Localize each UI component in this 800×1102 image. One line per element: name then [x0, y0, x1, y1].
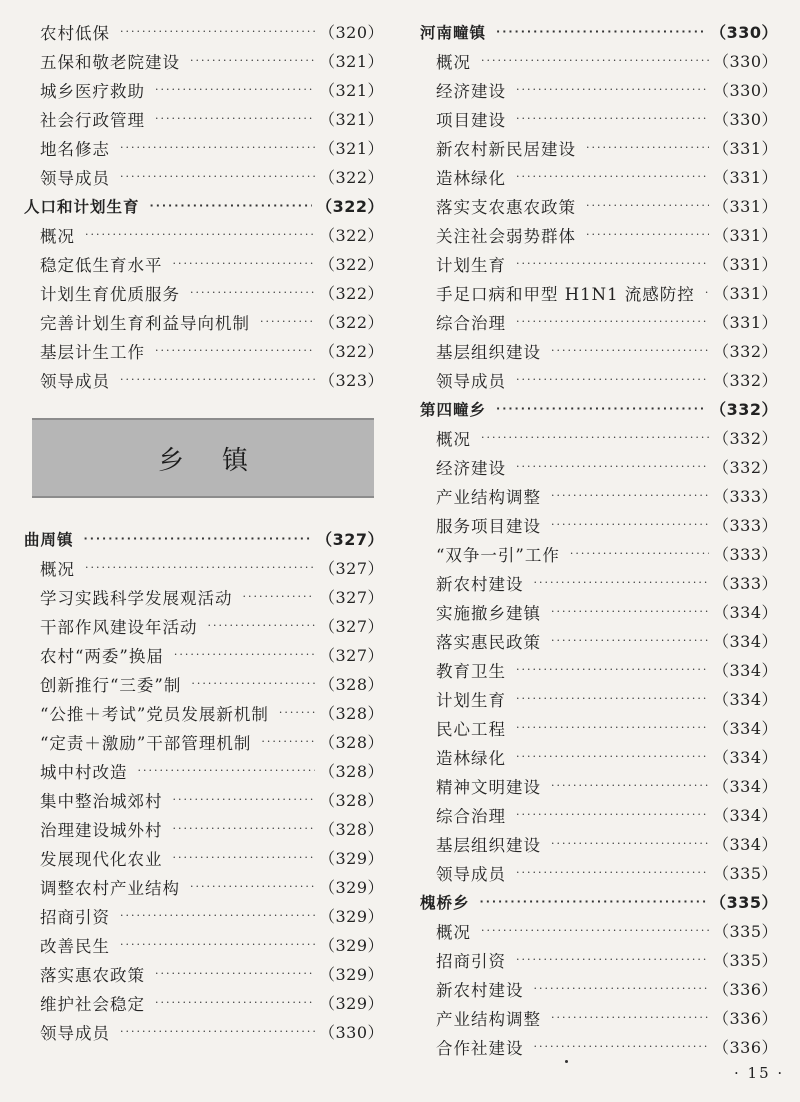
toc-entry-page: （334）: [712, 806, 778, 825]
toc-entry-title: 农村“两委”换届: [40, 646, 164, 666]
toc-entry-title: 领导成员: [40, 371, 110, 391]
toc-entry[interactable]: [420, 452, 778, 481]
dot-leader: [516, 692, 709, 705]
toc-entry-title: 落实支农惠农政策: [436, 197, 576, 217]
toc-entry[interactable]: [24, 872, 384, 901]
toc-entry[interactable]: [24, 582, 384, 611]
page-number: · 15 ·: [734, 1064, 785, 1082]
toc-heading[interactable]: [24, 191, 384, 220]
dot-leader: [516, 663, 709, 676]
toc-entry[interactable]: [24, 669, 384, 698]
dot-leader: [155, 344, 315, 357]
section-banner-title: 乡镇: [157, 445, 286, 476]
toc-entry-page: （329）: [318, 965, 384, 984]
toc-entry-title: 稳定低生育水平: [40, 255, 163, 275]
toc-entry-title: 经济建设: [436, 458, 506, 478]
toc-entry[interactable]: [420, 481, 778, 510]
dot-leader: [150, 199, 313, 212]
toc-entry-page: （320）: [318, 23, 384, 42]
toc-entry-title: 发展现代化农业: [40, 849, 163, 869]
toc-entry-page: （334）: [712, 632, 778, 651]
dot-leader: [534, 1040, 709, 1053]
toc-entry[interactable]: [24, 640, 384, 669]
toc-entry[interactable]: [420, 307, 778, 336]
toc-entry[interactable]: [24, 611, 384, 640]
toc-entry-page: （321）: [318, 81, 384, 100]
toc-entry[interactable]: [420, 800, 778, 829]
left-column: [24, 17, 384, 1046]
toc-entry-title: 概况: [40, 559, 75, 579]
toc-entry-page: （329）: [318, 849, 384, 868]
toc-entry-page: （334）: [712, 690, 778, 709]
toc-entry[interactable]: [420, 829, 778, 858]
toc-entry-page: （334）: [712, 661, 778, 680]
toc-entry-page: （329）: [318, 936, 384, 955]
toc-entry[interactable]: [24, 988, 384, 1017]
toc-block-social: [24, 17, 384, 394]
dot-leader: [551, 518, 709, 531]
toc-entry-page: （330）: [712, 81, 778, 100]
toc-entry-page: （327）: [316, 530, 384, 549]
dot-leader: [480, 895, 707, 908]
dot-leader: [496, 25, 706, 38]
toc-entry-title: 改善民生: [40, 936, 110, 956]
toc-entry-page: （334）: [712, 748, 778, 767]
toc-entry-page: （336）: [712, 1038, 778, 1057]
dot-leader: [191, 677, 315, 690]
toc-entry-page: （330）: [712, 52, 778, 71]
toc-entry[interactable]: [420, 568, 778, 597]
dot-leader: [586, 199, 709, 212]
dot-leader: [516, 315, 709, 328]
toc-entry-page: （327）: [318, 588, 384, 607]
toc-entry-page: （335）: [710, 893, 778, 912]
dot-leader: [120, 938, 315, 951]
toc-entry[interactable]: [24, 220, 384, 249]
dot-leader: [279, 706, 315, 719]
toc-entry-title: 地名修志: [40, 139, 110, 159]
dot-leader: [516, 257, 709, 270]
toc-entry-title: 概况: [40, 226, 75, 246]
toc-entry[interactable]: [420, 974, 778, 1003]
toc-entry-page: （322）: [318, 168, 384, 187]
toc-entry[interactable]: [24, 278, 384, 307]
toc-entry-title: 人口和计划生育: [24, 197, 140, 216]
toc-entry[interactable]: [24, 133, 384, 162]
dot-leader: [551, 489, 709, 502]
toc-entry-page: （322）: [318, 226, 384, 245]
toc-entry[interactable]: [420, 104, 778, 133]
toc-entry-title: 概况: [436, 52, 471, 72]
dot-leader: [516, 750, 709, 763]
toc-heading[interactable]: [420, 394, 778, 423]
toc-entry[interactable]: [24, 75, 384, 104]
dot-leader: [516, 170, 709, 183]
right-column: [420, 17, 778, 1061]
toc-entry-page: （334）: [712, 835, 778, 854]
toc-entry-page: （330）: [710, 23, 778, 42]
toc-entry-page: （321）: [318, 110, 384, 129]
toc-entry-title: 槐桥乡: [420, 893, 470, 912]
toc-entry-page: （321）: [318, 52, 384, 71]
toc-entry-page: （327）: [318, 559, 384, 578]
dot-leader: [243, 590, 315, 603]
toc-entry[interactable]: [24, 307, 384, 336]
dot-leader: [190, 880, 315, 893]
toc-entry[interactable]: [24, 843, 384, 872]
dot-leader: [85, 228, 315, 241]
toc-entry[interactable]: [24, 162, 384, 191]
dot-leader: [516, 460, 709, 473]
toc-entry[interactable]: [24, 756, 384, 785]
toc-entry[interactable]: [24, 727, 384, 756]
toc-entry-title: 招商引资: [40, 907, 110, 927]
toc-entry-page: （328）: [318, 820, 384, 839]
toc-heading[interactable]: [420, 17, 778, 46]
dot-leader: [551, 779, 709, 792]
toc-entry-page: （332）: [710, 400, 778, 419]
toc-entry-title: 基层计生工作: [40, 342, 145, 362]
toc-entry-page: （333）: [712, 545, 778, 564]
dot-mark: [565, 1060, 568, 1063]
toc-entry[interactable]: [24, 553, 384, 582]
dot-leader: [85, 561, 315, 574]
dot-leader: [260, 315, 315, 328]
dot-leader: [516, 721, 709, 734]
toc-entry[interactable]: [24, 959, 384, 988]
dot-leader: [155, 996, 315, 1009]
toc-entry[interactable]: [24, 46, 384, 75]
toc-entry[interactable]: [420, 133, 778, 162]
toc-entry-page: （331）: [712, 284, 778, 303]
toc-entry[interactable]: [420, 75, 778, 104]
toc-entry[interactable]: [24, 698, 384, 727]
dot-leader: [481, 431, 709, 444]
dot-leader: [174, 648, 315, 661]
toc-entry-page: （328）: [318, 675, 384, 694]
toc-entry-page: （332）: [712, 342, 778, 361]
dot-leader: [516, 808, 709, 821]
dot-leader: [570, 547, 709, 560]
toc-entry-page: （322）: [318, 313, 384, 332]
toc-entry-title: 学习实践科学发展观活动: [40, 588, 233, 608]
toc-entry[interactable]: [420, 539, 778, 568]
toc-entry-page: （331）: [712, 168, 778, 187]
toc-entry-title: 实施撤乡建镇: [436, 603, 541, 623]
toc-entry-title: 曲周镇: [24, 530, 74, 549]
dot-leader: [120, 1025, 315, 1038]
dot-leader: [551, 837, 709, 850]
toc-entry-page: （330）: [318, 1023, 384, 1042]
toc-entry-title: 领导成员: [40, 1023, 110, 1043]
toc-entry-title: 落实惠民政策: [436, 632, 541, 652]
toc-entry-title: “定责＋激励”干部管理机制: [40, 733, 252, 753]
toc-entry[interactable]: [420, 771, 778, 800]
dot-leader: [173, 822, 315, 835]
toc-entry[interactable]: [24, 814, 384, 843]
toc-entry[interactable]: [24, 104, 384, 133]
toc-entry-title: 关注社会弱势群体: [436, 226, 576, 246]
toc-entry-title: 五保和敬老院建设: [40, 52, 180, 72]
toc-entry[interactable]: [420, 655, 778, 684]
toc-entry[interactable]: [420, 365, 778, 394]
toc-entry-page: （328）: [318, 733, 384, 752]
toc-entry-page: （328）: [318, 762, 384, 781]
dot-leader: [120, 25, 315, 38]
toc-entry-title: 维护社会稳定: [40, 994, 145, 1014]
toc-entry-title: 概况: [436, 922, 471, 942]
dot-leader: [155, 83, 315, 96]
toc-entry-page: （331）: [712, 139, 778, 158]
toc-entry-page: （329）: [318, 878, 384, 897]
toc-entry-page: （332）: [712, 458, 778, 477]
toc-entry-page: （334）: [712, 719, 778, 738]
dot-leader: [138, 764, 315, 777]
toc-heading[interactable]: [420, 887, 778, 916]
toc-entry[interactable]: [420, 742, 778, 771]
toc-entry-page: （335）: [712, 922, 778, 941]
toc-entry-title: 河南疃镇: [420, 23, 487, 42]
toc-entry-page: （329）: [318, 907, 384, 926]
dot-leader: [705, 286, 709, 299]
toc-entry-page: （322）: [316, 197, 384, 216]
toc-entry-title: 产业结构调整: [436, 1009, 541, 1029]
toc-entry-title: 新农村建设: [436, 574, 524, 594]
toc-entry[interactable]: [24, 1017, 384, 1046]
toc-entry-title: “双争一引”工作: [436, 545, 560, 565]
toc-entry-title: 造林绿化: [436, 748, 506, 768]
toc-entry-title: 领导成员: [40, 168, 110, 188]
toc-entry-page: （328）: [318, 704, 384, 723]
toc-entry[interactable]: [420, 278, 778, 307]
toc-entry[interactable]: [420, 46, 778, 75]
toc-entry-title: 调整农村产业结构: [40, 878, 180, 898]
toc-entry[interactable]: [420, 597, 778, 626]
toc-entry-page: （321）: [318, 139, 384, 158]
toc-entry-page: （322）: [318, 284, 384, 303]
toc-entry-title: 落实惠农政策: [40, 965, 145, 985]
toc-entry-title: 合作社建设: [436, 1038, 524, 1058]
toc-entry[interactable]: [420, 249, 778, 278]
toc-entry-page: （335）: [712, 951, 778, 970]
toc-entry-title: 手足口病和甲型 H1N1 流感防控: [436, 284, 695, 304]
dot-leader: [586, 141, 709, 154]
toc-entry-title: 民心工程: [436, 719, 506, 739]
toc-entry-page: （332）: [712, 429, 778, 448]
toc-entry[interactable]: [420, 423, 778, 452]
dot-leader: [586, 228, 709, 241]
toc-entry-title: 产业结构调整: [436, 487, 541, 507]
toc-entry-title: 干部作风建设年活动: [40, 617, 198, 637]
dot-leader: [173, 851, 315, 864]
toc-entry[interactable]: [420, 945, 778, 974]
toc-entry-title: 造林绿化: [436, 168, 506, 188]
toc-entry[interactable]: [420, 220, 778, 249]
toc-entry-title: 创新推行“三委”制: [40, 675, 182, 695]
toc-entry[interactable]: [420, 858, 778, 887]
toc-entry-title: 领导成员: [436, 864, 506, 884]
dot-leader: [173, 257, 315, 270]
toc-entry-title: 计划生育: [436, 255, 506, 275]
toc-entry-title: 社会行政管理: [40, 110, 145, 130]
toc-entry-page: （333）: [712, 516, 778, 535]
dot-leader: [155, 967, 315, 980]
dot-leader: [551, 344, 709, 357]
dot-leader: [190, 54, 315, 67]
dot-leader: [173, 793, 315, 806]
toc-entry-title: 计划生育优质服务: [40, 284, 180, 304]
toc-entry-page: （331）: [712, 313, 778, 332]
toc-entry-title: 经济建设: [436, 81, 506, 101]
toc-entry-page: （322）: [318, 255, 384, 274]
toc-entry-title: 完善计划生育利益导向机制: [40, 313, 250, 333]
toc-entry-title: 领导成员: [436, 371, 506, 391]
toc-entry-title: 新农村建设: [436, 980, 524, 1000]
toc-entry[interactable]: [420, 1032, 778, 1061]
dot-leader: [190, 286, 315, 299]
toc-entry-title: 治理建设城外村: [40, 820, 163, 840]
toc-entry[interactable]: [420, 684, 778, 713]
toc-entry[interactable]: [24, 901, 384, 930]
toc-entry-title: 计划生育: [436, 690, 506, 710]
toc-entry-title: 新农村新民居建设: [436, 139, 576, 159]
dot-leader: [534, 982, 709, 995]
dot-leader: [496, 402, 706, 415]
toc-entry[interactable]: [24, 17, 384, 46]
toc-entry-page: （330）: [712, 110, 778, 129]
toc-entry-page: （322）: [318, 342, 384, 361]
toc-entry-title: 综合治理: [436, 806, 506, 826]
toc-entry-title: 精神文明建设: [436, 777, 541, 797]
toc-entry[interactable]: [24, 249, 384, 278]
dot-leader: [120, 141, 315, 154]
toc-heading[interactable]: [24, 524, 384, 553]
dot-leader: [120, 373, 315, 386]
toc-entry-page: （332）: [712, 371, 778, 390]
dot-leader: [155, 112, 315, 125]
toc-entry-page: （331）: [712, 226, 778, 245]
toc-entry-title: 综合治理: [436, 313, 506, 333]
toc-entry-title: 项目建设: [436, 110, 506, 130]
dot-leader: [516, 866, 709, 879]
dot-leader: [551, 1011, 709, 1024]
toc-entry[interactable]: [420, 1003, 778, 1032]
dot-leader: [516, 373, 709, 386]
dot-leader: [84, 532, 313, 545]
dot-leader: [261, 735, 315, 748]
toc-entry[interactable]: [24, 336, 384, 365]
toc-entry-title: 基层组织建设: [436, 835, 541, 855]
toc-entry-title: 概况: [436, 429, 471, 449]
dot-leader: [481, 54, 709, 67]
dot-leader: [120, 170, 315, 183]
toc-entry-title: 第四疃乡: [420, 400, 487, 419]
dot-leader: [208, 619, 315, 632]
toc-entry-page: （333）: [712, 574, 778, 593]
toc-entry[interactable]: [24, 785, 384, 814]
toc-entry[interactable]: [420, 626, 778, 655]
toc-block-towns: [24, 524, 384, 1046]
toc-entry[interactable]: [420, 162, 778, 191]
toc-entry-page: （334）: [712, 777, 778, 796]
toc-entry-page: （333）: [712, 487, 778, 506]
toc-entry-title: 城中村改造: [40, 762, 128, 782]
toc-entry-page: （331）: [712, 197, 778, 216]
toc-entry-page: （327）: [318, 617, 384, 636]
toc-entry-title: 招商引资: [436, 951, 506, 971]
toc-entry-page: （327）: [318, 646, 384, 665]
dot-leader: [534, 576, 709, 589]
dot-leader: [551, 605, 709, 618]
toc-entry-page: （336）: [712, 1009, 778, 1028]
toc-entry[interactable]: [24, 930, 384, 959]
toc-entry[interactable]: [420, 713, 778, 742]
toc-entry-title: 服务项目建设: [436, 516, 541, 536]
toc-entry-page: （328）: [318, 791, 384, 810]
toc-entry[interactable]: [420, 510, 778, 539]
toc-entry-title: 城乡医疗救助: [40, 81, 145, 101]
dot-leader: [120, 909, 315, 922]
dot-leader: [516, 953, 709, 966]
toc-entry-page: （334）: [712, 603, 778, 622]
toc-entry[interactable]: [420, 336, 778, 365]
toc-entry[interactable]: [24, 365, 384, 394]
toc-entry-page: （336）: [712, 980, 778, 999]
section-banner: [32, 418, 374, 498]
toc-entry-page: （331）: [712, 255, 778, 274]
dot-leader: [516, 83, 709, 96]
dot-leader: [551, 634, 709, 647]
toc-entry-page: （335）: [712, 864, 778, 883]
toc-entry-title: “公推＋考试”党员发展新机制: [40, 704, 269, 724]
toc-entry-title: 集中整治城郊村: [40, 791, 163, 811]
toc-entry-title: 教育卫生: [436, 661, 506, 681]
toc-entry[interactable]: [420, 191, 778, 220]
dot-leader: [481, 924, 709, 937]
toc-entry-title: 农村低保: [40, 23, 110, 43]
toc-entry-title: 基层组织建设: [436, 342, 541, 362]
toc-entry-page: （323）: [318, 371, 384, 390]
dot-leader: [516, 112, 709, 125]
toc-entry[interactable]: [420, 916, 778, 945]
toc-entry-page: （329）: [318, 994, 384, 1013]
